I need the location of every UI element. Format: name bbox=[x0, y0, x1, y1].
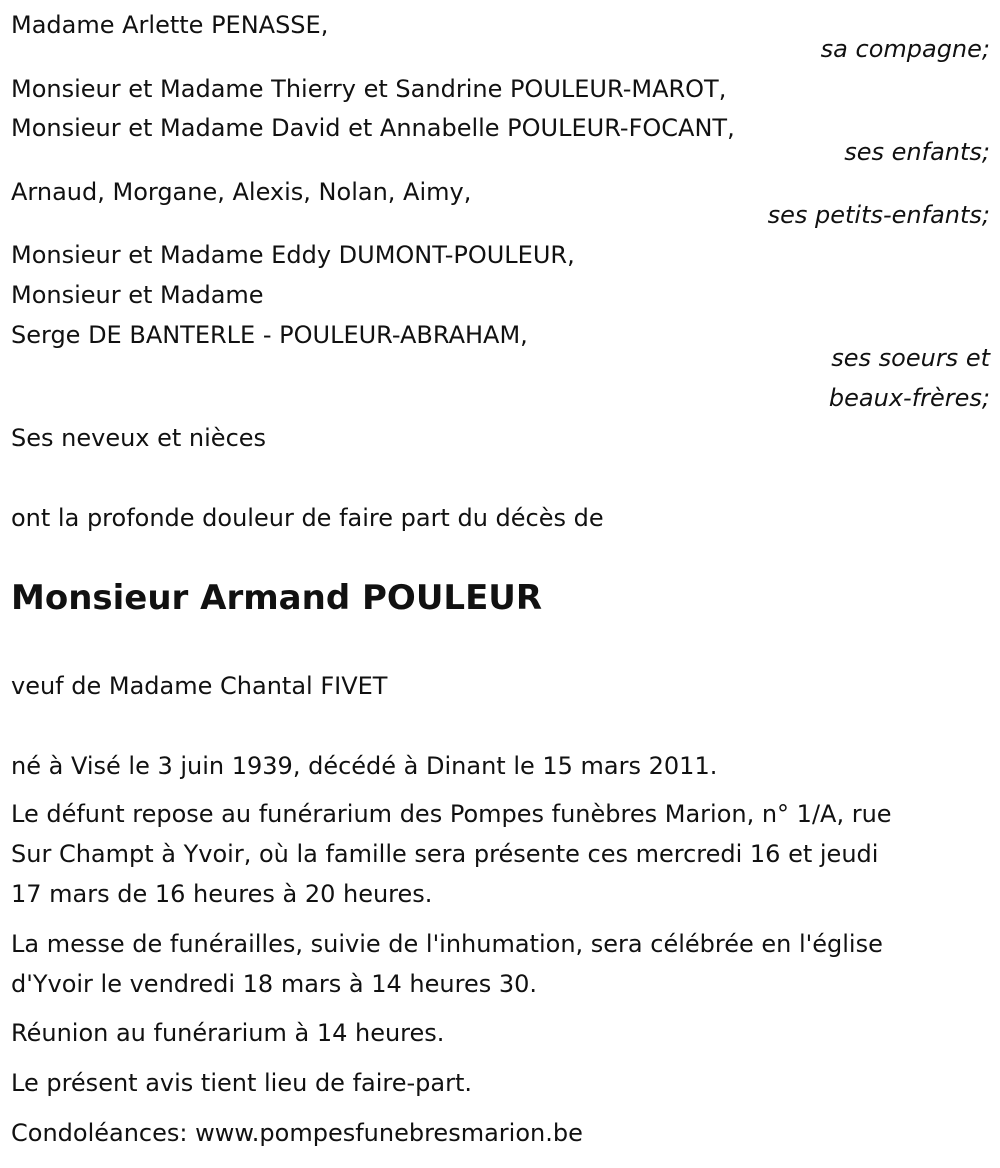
grandchildren-role: ses petits-enfants; bbox=[767, 201, 990, 229]
mass-line-1: La messe de funérailles, suivie de l'inhumation, sera célébrée en l'église bbox=[11, 930, 883, 958]
grandchildren-names: Arnaud, Morgane, Alexis, Nolan, Aimy, bbox=[11, 178, 472, 206]
widower-text: veuf de Madame Chantal FIVET bbox=[11, 672, 388, 700]
condolences-text: Condoléances: www.pompesfunebresmarion.be bbox=[11, 1119, 583, 1147]
child-line-2: Monsieur et Madame David et Annabelle POULEUR-FOCANT, bbox=[11, 114, 735, 142]
sibling-line-2: Monsieur et Madame bbox=[11, 281, 264, 309]
siblings-role-line-2: beaux-frères; bbox=[828, 384, 990, 412]
announcement-text: ont la profonde douleur de faire part du décès de bbox=[11, 504, 604, 532]
nephews-nieces: Ses neveux et nièces bbox=[11, 424, 267, 452]
sibling-line-3: Serge DE BANTERLE - POULEUR-ABRAHAM, bbox=[11, 321, 528, 349]
partner-role: sa compagne; bbox=[820, 35, 990, 63]
birth-death-text: né à Visé le 3 juin 1939, décédé à Dinant le 15 mars 2011. bbox=[11, 752, 718, 780]
mass-line-2: d'Yvoir le vendredi 18 mars à 14 heures 30. bbox=[11, 970, 538, 998]
siblings-role-line-1: ses soeurs et bbox=[831, 344, 990, 372]
notice-text: Le présent avis tient lieu de faire-part. bbox=[11, 1069, 473, 1097]
sibling-line-1: Monsieur et Madame Eddy DUMONT-POULEUR, bbox=[11, 241, 575, 269]
reunion-text: Réunion au funérarium à 14 heures. bbox=[11, 1019, 445, 1047]
repose-line-3: 17 mars de 16 heures à 20 heures. bbox=[11, 880, 433, 908]
child-line-1: Monsieur et Madame Thierry et Sandrine POULEUR-MAROT, bbox=[11, 75, 727, 103]
repose-line-1: Le défunt repose au funérarium des Pompes funèbres Marion, n° 1/A, rue bbox=[11, 800, 892, 828]
children-role: ses enfants; bbox=[844, 138, 990, 166]
deceased-name: Monsieur Armand POULEUR bbox=[11, 578, 543, 618]
partner-name: Madame Arlette PENASSE, bbox=[11, 11, 329, 39]
repose-line-2: Sur Champt à Yvoir, où la famille sera présente ces mercredi 16 et jeudi bbox=[11, 840, 879, 868]
